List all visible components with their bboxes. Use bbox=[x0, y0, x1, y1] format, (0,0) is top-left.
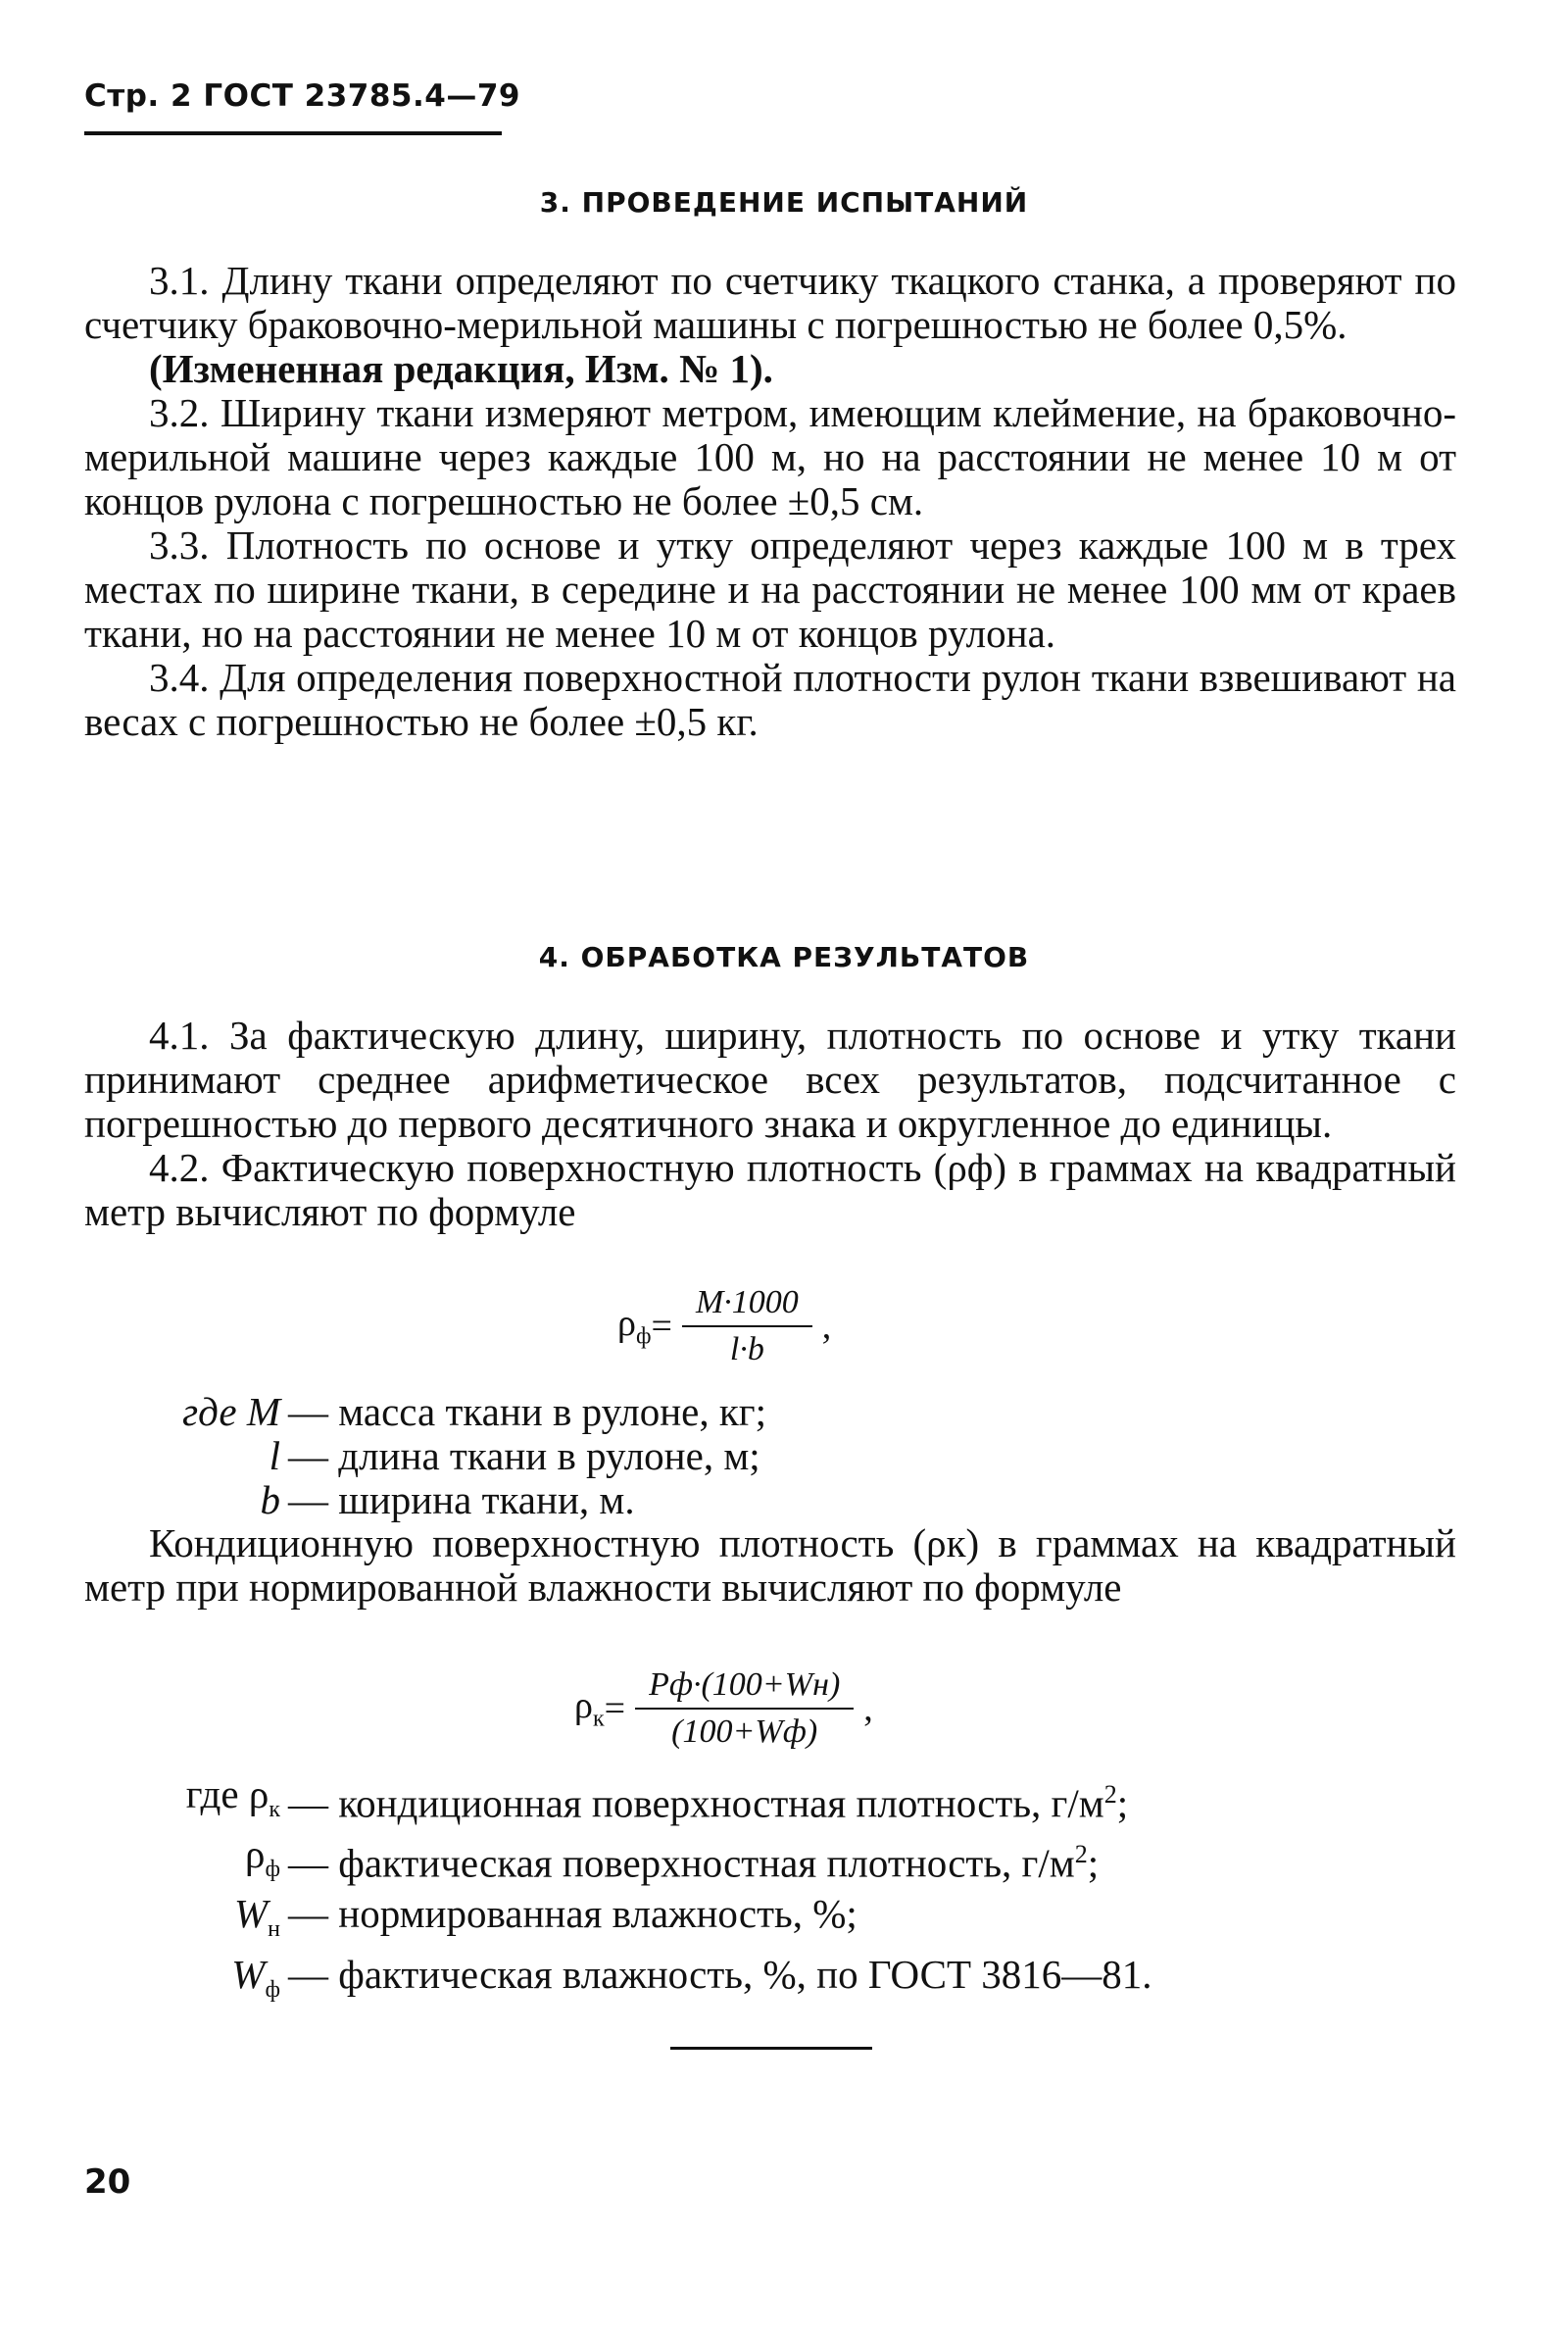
formula-actual-density bbox=[617, 1284, 831, 1368]
definition-symbol: l bbox=[269, 1433, 280, 1478]
definition-symbol: где $\rho_к$ bbox=[185, 1771, 280, 1823]
formula1-fraction bbox=[682, 1284, 812, 1368]
formula1-lhs: $\rho_ф$ bbox=[617, 1303, 652, 1350]
definition-text: — кондиционная поверхностная плотность, $г/м^2$; bbox=[288, 1780, 1129, 1826]
definition-row bbox=[84, 1772, 1152, 1832]
formula2-comma: , bbox=[863, 1688, 873, 1729]
page-header: Стр. 2 ГОСТ 23785.4—79 bbox=[84, 78, 520, 114]
definition-text: — фактическая поверхностная плотность, $г/м^2$; bbox=[288, 1840, 1100, 1886]
definition-text: — масса ткани в рулоне, кг; bbox=[288, 1389, 766, 1434]
paragraph-4-2b: Кондиционную поверхностную плотность (ρк) в граммах на квадратный метр при нормированной влажности вычисляют по формуле bbox=[84, 1520, 1456, 1610]
formula2-lhs: $\rho_к$ bbox=[574, 1685, 605, 1732]
paragraph-3-1: 3.1. Длину ткани определяют по счетчику ткацкого станка, а проверяют по счетчику браковочно-мерильной машины с погрешностью не более 0,5%. bbox=[84, 258, 1456, 347]
formula2-numerator: Pф·(100+Wн) bbox=[635, 1666, 854, 1710]
section-3-body bbox=[84, 259, 1456, 744]
paragraph-3-1-note: (Измененная редакция, Изм. № 1). bbox=[149, 346, 773, 391]
definition-row bbox=[84, 1892, 1152, 1952]
formula2-fraction bbox=[635, 1666, 854, 1751]
header-rule bbox=[84, 131, 502, 135]
definition-symbol: $W_н$ bbox=[234, 1891, 280, 1943]
definition-symbol: b bbox=[260, 1477, 280, 1522]
definition-row bbox=[84, 1478, 766, 1522]
formula1-denominator: l·b bbox=[729, 1331, 764, 1367]
page-number: 20 bbox=[84, 2162, 131, 2202]
definition-text: — нормированная влажность, %; bbox=[288, 1891, 858, 1937]
section-4-body bbox=[84, 1014, 1456, 1234]
section-4-title: 4. ОБРАБОТКА РЕЗУЛЬТАТОВ bbox=[538, 941, 1030, 973]
definition-symbol: где M bbox=[182, 1389, 280, 1434]
section-3-title: 3. ПРОВЕДЕНИЕ ИСПЫТАНИЙ bbox=[539, 186, 1029, 219]
definition-row bbox=[84, 1434, 766, 1478]
definition-text: — фактическая влажность, %, по ГОСТ 3816—81. bbox=[288, 1951, 1152, 1997]
formula1-definitions bbox=[84, 1390, 766, 1522]
definition-row bbox=[84, 1953, 1152, 2012]
definition-text: — длина ткани в рулоне, м; bbox=[288, 1433, 760, 1478]
paragraph-3-3: 3.3. Плотность по основе и утку определяют через каждые 100 м в трех местах по ширине ткани, в середине и на расстоянии не менее 100 мм от краев ткани, но на расстоянии не менее 10 м от концов рулона. bbox=[84, 522, 1456, 656]
definition-symbol: $W_ф$ bbox=[231, 1951, 280, 2003]
definition-symbol: $\rho_ф$ bbox=[244, 1831, 280, 1883]
paragraph-4-2: 4.2. Фактическую поверхностную плотность (ρф) в граммах на квадратный метр вычисляют по формуле bbox=[84, 1145, 1456, 1234]
paragraph-3-2: 3.2. Ширину ткани измеряют метром, имеющим клеймение, на браковочно-мерильной машине через каждые 100 м, но на расстоянии не менее 10 м от концов рулона с погрешностью не более ±0,5 см. bbox=[84, 390, 1456, 523]
definition-text: — ширина ткани, м. bbox=[288, 1477, 635, 1522]
paragraph-4-1: 4.1. За фактическую длину, ширину, плотность по основе и утку ткани принимают среднее арифметическое всех результатов, подсчитанное с погрешностью до первого десятичного знака и округленное до единицы. bbox=[84, 1013, 1456, 1146]
formula1-equals: = bbox=[651, 1306, 672, 1347]
formula1-comma: , bbox=[821, 1306, 832, 1347]
definition-row bbox=[84, 1832, 1152, 1892]
paragraph-3-4: 3.4. Для определения поверхностной плотности рулон ткани взвешивают на весах с погрешностью не более ±0,5 кг. bbox=[84, 655, 1456, 744]
definition-row bbox=[84, 1390, 766, 1434]
section-4-body-continued bbox=[84, 1521, 1456, 1610]
formula2-denominator: (100+Wф) bbox=[671, 1713, 818, 1750]
formula1-numerator: M·1000 bbox=[682, 1284, 812, 1327]
formula2-definitions bbox=[84, 1772, 1152, 2012]
end-rule bbox=[670, 2047, 872, 2050]
formula-conditioned-density bbox=[574, 1666, 873, 1751]
formula2-equals: = bbox=[604, 1688, 626, 1729]
